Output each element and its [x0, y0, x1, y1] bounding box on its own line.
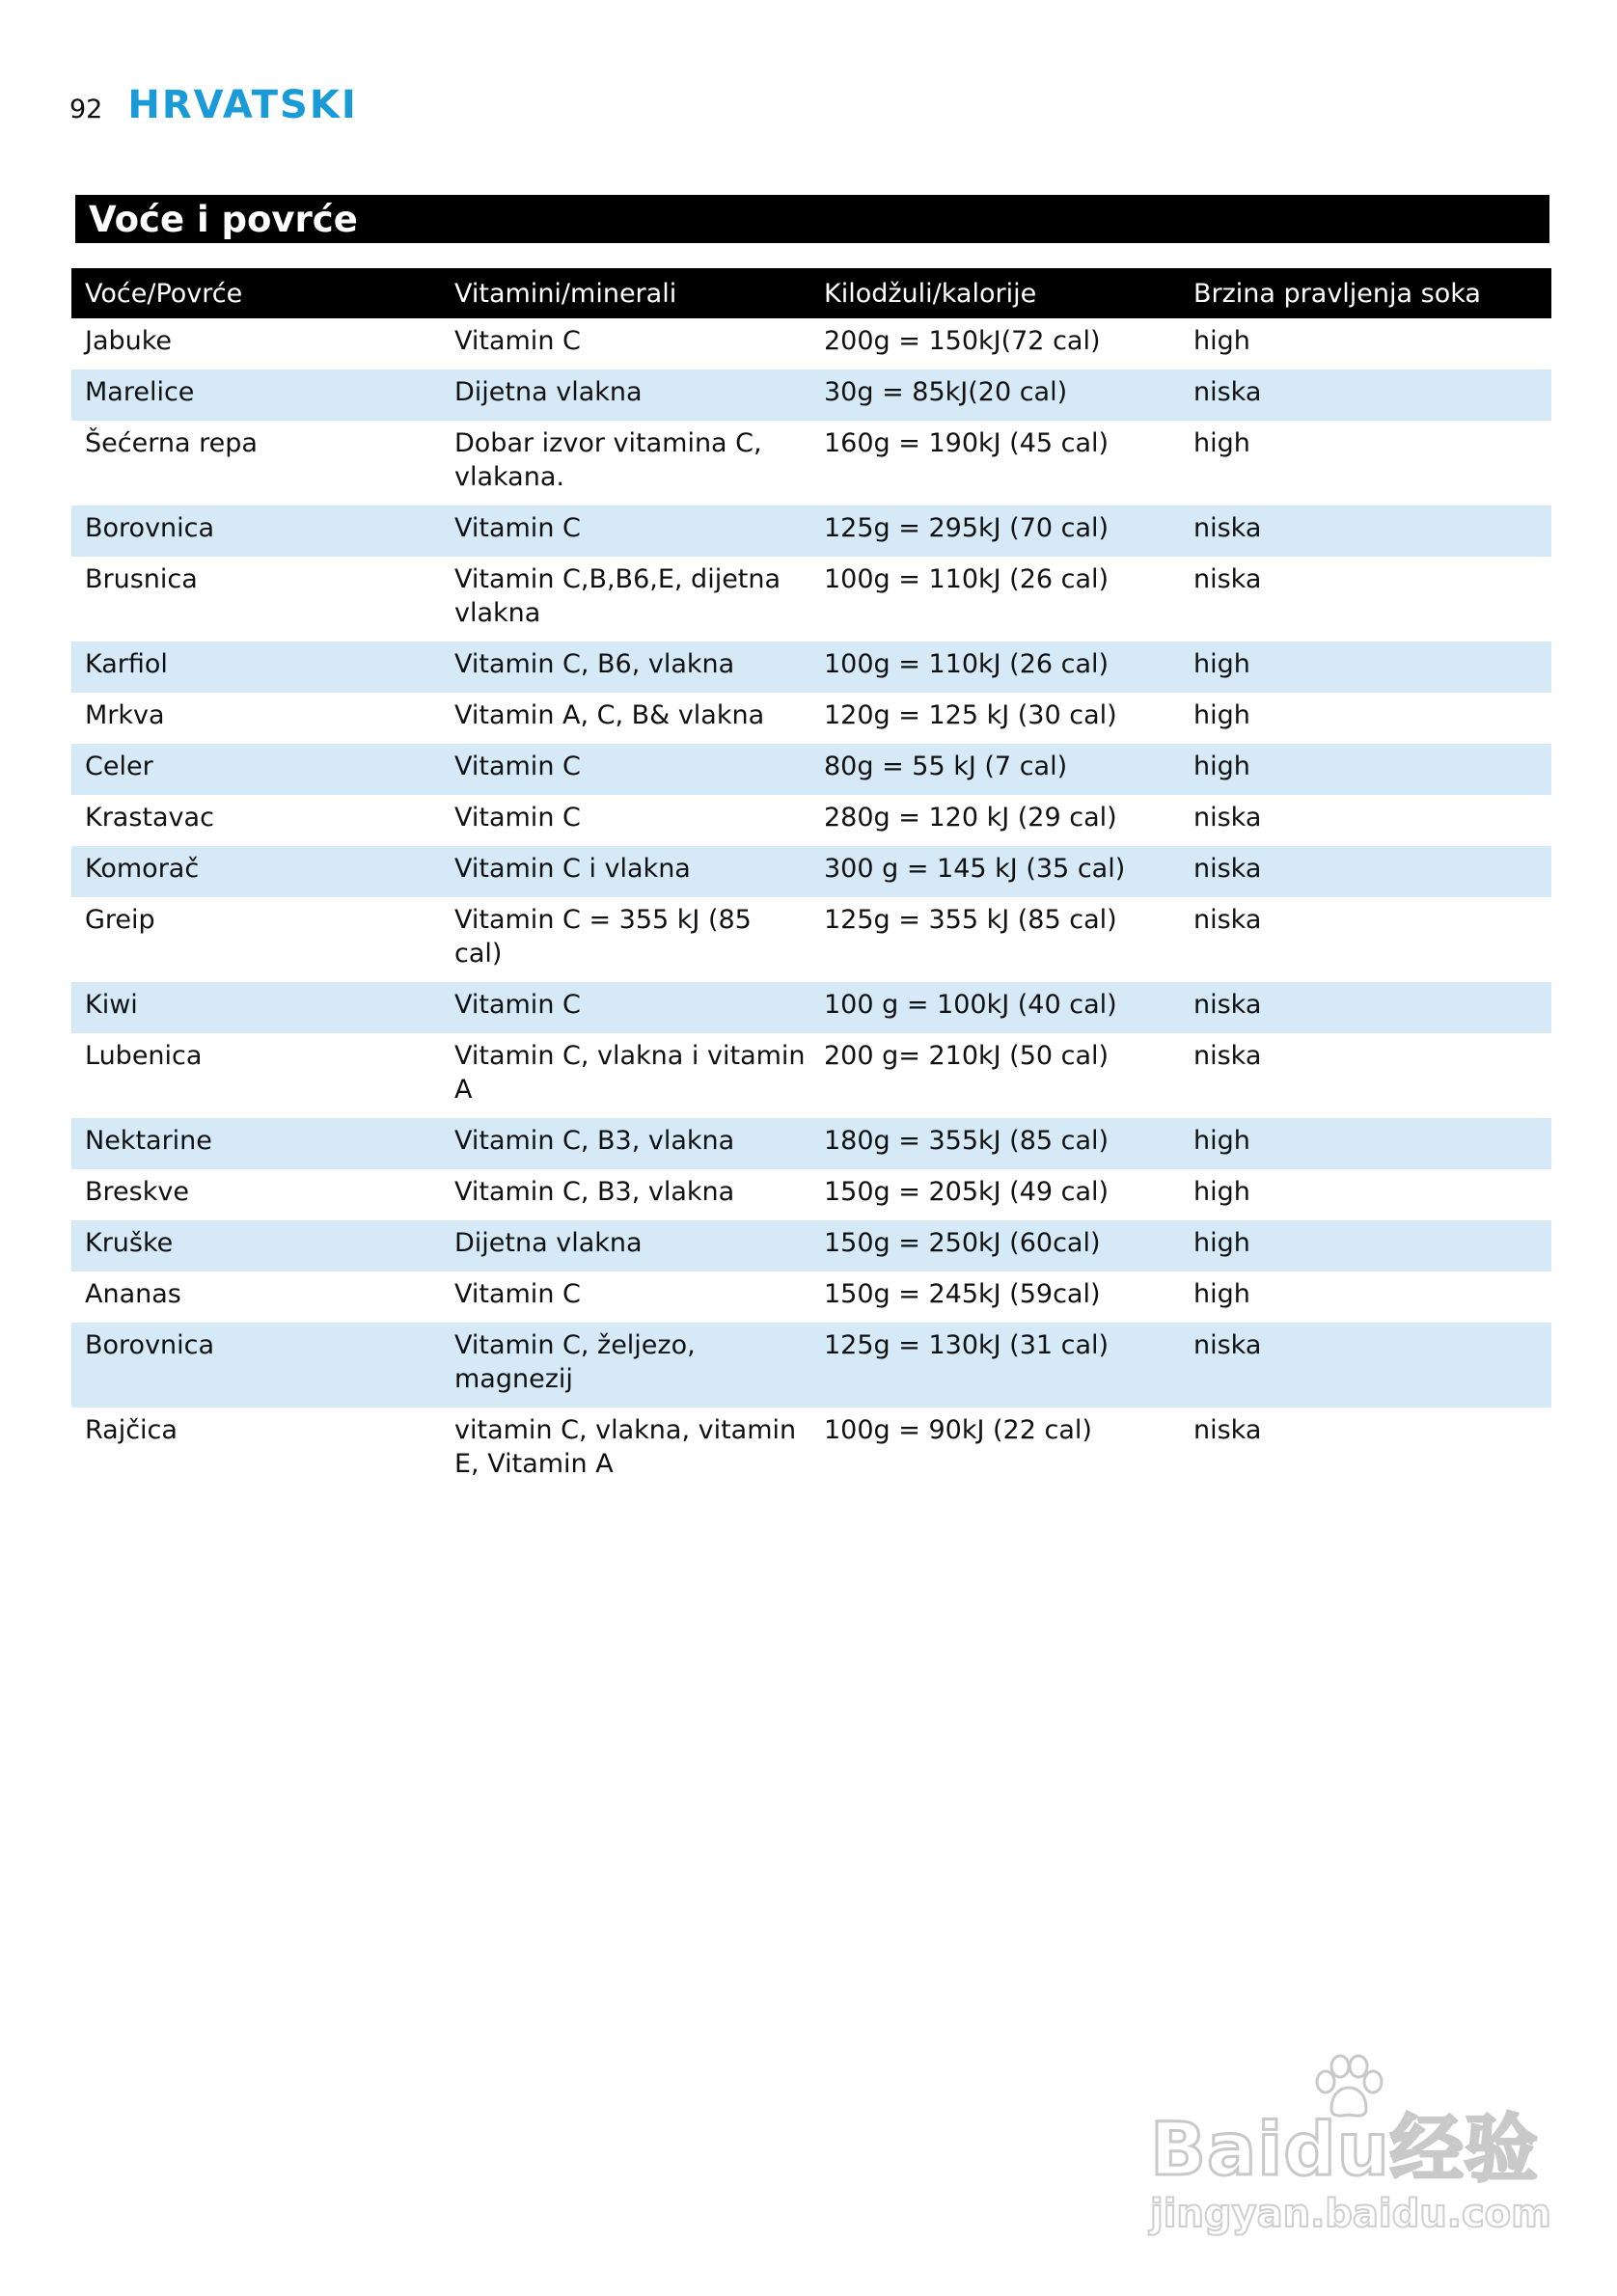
produce-name: Lubenica: [85, 1041, 203, 1071]
produce-name: Borovnica: [71, 506, 441, 557]
table-row: [71, 846, 1551, 897]
speed-cell: niska: [1180, 982, 1551, 1033]
nutrition-table: [71, 268, 1551, 1492]
vitamins-cell: Dijetna vlakna: [441, 369, 810, 421]
section-banner: [75, 195, 1549, 243]
watermark-logo-text: Baidu经验: [1150, 2106, 1539, 2192]
energy-cell: 125g = 355 kJ (85 cal): [824, 905, 1117, 935]
vitamins-cell: Vitamin C,B,B6,E, dijetna vlakna: [454, 564, 781, 628]
baidu-watermark: [1144, 2053, 1551, 2236]
energy-cell: 150g = 245kJ (59cal): [824, 1279, 1101, 1309]
table-row: [71, 693, 1551, 744]
vitamins-cell: Vitamin C = 355 kJ (85 cal): [454, 905, 752, 969]
produce-name: Rajčica: [85, 1415, 178, 1445]
energy-cell: 100 g = 100kJ (40 cal): [810, 982, 1180, 1033]
energy-cell: 30g = 85kJ(20 cal): [810, 369, 1180, 421]
table-row: [71, 1220, 1551, 1271]
table-row: [71, 982, 1551, 1033]
table-row: [71, 421, 1551, 506]
table-row: [71, 318, 1551, 369]
energy-cell: 150g = 205kJ (49 cal): [824, 1177, 1110, 1207]
produce-name: Krastavac: [85, 803, 214, 833]
vitamins-cell: Dobar izvor vitamina C, vlakana.: [454, 428, 762, 492]
produce-name: Šećerna repa: [85, 428, 258, 458]
energy-cell: 200g = 150kJ(72 cal): [824, 326, 1101, 356]
produce-name: Kruške: [71, 1220, 441, 1271]
speed-cell: high: [1180, 642, 1551, 693]
speed-cell: high: [1180, 1118, 1551, 1169]
vitamins-cell: vitamin C, vlakna, vitamin E, Vitamin A: [454, 1415, 797, 1479]
speed-cell: high: [1193, 700, 1250, 730]
language-title: HRVATSKI: [127, 83, 358, 127]
table-row: [71, 897, 1551, 982]
vitamins-cell: Vitamin C i vlakna: [441, 846, 810, 897]
energy-cell: 125g = 295kJ (70 cal): [810, 506, 1180, 557]
vitamins-cell: Dijetna vlakna: [441, 1220, 810, 1271]
speed-cell: high: [1193, 428, 1250, 458]
energy-cell: 80g = 55 kJ (7 cal): [810, 744, 1180, 795]
energy-cell: 125g = 130kJ (31 cal): [810, 1323, 1180, 1408]
energy-cell: 280g = 120 kJ (29 cal): [824, 803, 1117, 833]
speed-cell: niska: [1180, 369, 1551, 421]
table-row: [71, 1323, 1551, 1408]
speed-cell: niska: [1193, 803, 1262, 833]
vitamins-cell: Vitamin C, B3, vlakna: [441, 1118, 810, 1169]
speed-cell: niska: [1193, 564, 1262, 594]
vitamins-cell: Vitamin C, željezo, magnezij: [441, 1323, 810, 1408]
table-row: [71, 1408, 1551, 1492]
energy-cell: 200 g= 210kJ (50 cal): [824, 1041, 1110, 1071]
vitamins-cell: Vitamin C: [441, 982, 810, 1033]
energy-cell: 100g = 110kJ (26 cal): [824, 564, 1110, 594]
table-row: [71, 795, 1551, 846]
vitamins-cell: Vitamin A, C, B& vlakna: [454, 700, 765, 730]
speed-cell: niska: [1193, 1415, 1262, 1445]
table-header-row: [71, 268, 1551, 318]
table-row: [71, 1169, 1551, 1220]
speed-cell: high: [1180, 1220, 1551, 1271]
produce-name: Celer: [71, 744, 441, 795]
produce-name: Jabuke: [85, 326, 173, 356]
produce-name: Breskve: [85, 1177, 189, 1207]
vitamins-cell: Vitamin C: [441, 744, 810, 795]
produce-name: Borovnica: [71, 1323, 441, 1408]
speed-cell: high: [1193, 1177, 1250, 1207]
produce-name: Komorač: [71, 846, 441, 897]
speed-cell: niska: [1180, 506, 1551, 557]
vitamins-cell: Vitamin C, vlakna i vitamin A: [454, 1041, 806, 1105]
energy-cell: 120g = 125 kJ (30 cal): [824, 700, 1117, 730]
speed-cell: niska: [1180, 846, 1551, 897]
vitamins-cell: Vitamin C, B3, vlakna: [454, 1177, 735, 1207]
vitamins-cell: Vitamin C: [454, 1279, 581, 1309]
produce-name: Ananas: [85, 1279, 181, 1309]
table-row: [71, 1118, 1551, 1169]
column-header-energy: Kilodžuli/kalorije: [810, 268, 1180, 318]
table-row: [71, 557, 1551, 642]
column-header-vitamins: Vitamini/minerali: [441, 268, 810, 318]
produce-name: Karfiol: [71, 642, 441, 693]
speed-cell: niska: [1193, 905, 1262, 935]
speed-cell: high: [1180, 744, 1551, 795]
produce-name: Brusnica: [85, 564, 198, 594]
energy-cell: 100g = 90kJ (22 cal): [824, 1415, 1092, 1445]
vitamins-cell: Vitamin C: [454, 326, 581, 356]
vitamins-cell: Vitamin C, B6, vlakna: [441, 642, 810, 693]
table-row: [71, 744, 1551, 795]
column-header-produce: Voće/Povrće: [71, 268, 441, 318]
energy-cell: 160g = 190kJ (45 cal): [824, 428, 1110, 458]
page-header: [69, 83, 358, 137]
watermark-url: jingyan.baidu.com: [1150, 2192, 1551, 2236]
produce-name: Marelice: [71, 369, 441, 421]
speed-cell: high: [1193, 326, 1250, 356]
speed-cell: niska: [1193, 1041, 1262, 1071]
speed-cell: high: [1193, 1279, 1250, 1309]
vitamins-cell: Vitamin C: [441, 506, 810, 557]
table-row: [71, 1033, 1551, 1118]
produce-name: Nektarine: [71, 1118, 441, 1169]
table-row: [71, 506, 1551, 557]
vitamins-cell: Vitamin C: [454, 803, 581, 833]
energy-cell: 150g = 250kJ (60cal): [810, 1220, 1180, 1271]
table-row: [71, 642, 1551, 693]
table-body: [71, 318, 1551, 1492]
table-row: [71, 369, 1551, 421]
column-header-juicing-speed: Brzina pravljenja soka: [1180, 268, 1551, 318]
speed-cell: niska: [1180, 1323, 1551, 1408]
energy-cell: 180g = 355kJ (85 cal): [810, 1118, 1180, 1169]
energy-cell: 100g = 110kJ (26 cal): [810, 642, 1180, 693]
produce-name: Kiwi: [71, 982, 441, 1033]
energy-cell: 300 g = 145 kJ (35 cal): [810, 846, 1180, 897]
section-title: Voće i povrće: [89, 198, 358, 240]
produce-name: Greip: [85, 905, 155, 935]
table-row: [71, 1271, 1551, 1323]
produce-name: Mrkva: [85, 700, 165, 730]
page-number: 92: [69, 95, 103, 124]
